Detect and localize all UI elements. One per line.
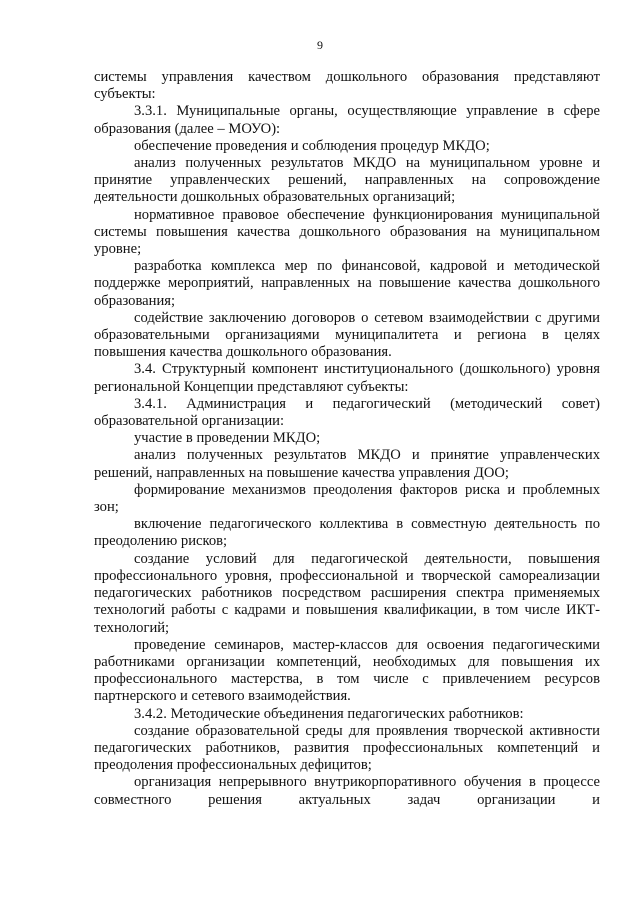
paragraph: формирование механизмов преодоления факторов риска и проблемных зон; <box>94 481 600 516</box>
paragraph: обеспечение проведения и соблюдения процедур МКДО; <box>134 137 490 154</box>
paragraph: 3.3.1. Муниципальные органы, осуществляющие управление в сфере образования (далее – МОУО): <box>94 103 600 137</box>
paragraph: 3.4.2. Методические объединения педагогических работников: <box>134 705 524 722</box>
paragraph: 3.4.1. Администрация и педагогический (методический совет) образовательной организации: <box>94 395 600 430</box>
paragraph: создание образовательной среды для проявления творческой активности педагогических работников, развития профессиональных компетенций и преодоления профессиональных дефицитов; <box>94 722 600 774</box>
paragraph: разработка комплекса мер по финансовой, кадровой и методической поддержке мероприятий, направленных на повышение качества дошкольного образования; <box>94 258 600 309</box>
paragraph: включение педагогического коллектива в совместную деятельность по преодолению рисков; <box>94 516 600 550</box>
paragraph: участие в проведении МКДО; <box>134 430 321 447</box>
document-body <box>94 69 600 809</box>
paragraph: организация непрерывного внутрикорпоративного обучения в процессе совместного решения актуальных задач организации и <box>94 774 600 808</box>
paragraph: 3.4. Структурный компонент институционального (дошкольного) уровня региональной Концепции представляют субъекты: <box>94 361 600 395</box>
paragraph: анализ полученных результатов МКДО и принятие управленческих решений, направленных на повышение качества управления ДОО; <box>94 447 600 481</box>
paragraph: системы управления качеством дошкольного образования представляют субъекты: <box>94 69 600 103</box>
paragraph: проведение семинаров, мастер-классов для освоения педагогическими работниками организации компетенций, необходимых для повышения их профессионального мастерства, в том числе с привлечением ресурсов партнерского и сетевого взаимодействия. <box>94 636 600 705</box>
paragraph: создание условий для педагогической деятельности, повышения профессионального уровня, профессиональной и творческой самореализации педагогических работников посредством расширения спектра применяемых технологий работы с кадрами и повышения квалификации, в том числе ИКТ-технологий; <box>94 550 600 636</box>
paragraph: нормативное правовое обеспечение функционирования муниципальной системы повышения качества дошкольного образования на муниципальном уровне; <box>94 206 600 258</box>
page-number: 9 <box>317 38 323 52</box>
paragraph: анализ полученных результатов МКДО на муниципальном уровне и принятие управленческих решений, направленных на сопровождение деятельности дошкольных образовательных организаций; <box>94 155 600 206</box>
paragraph: содействие заключению договоров о сетевом взаимодействии с другими образовательными организациями муниципалитета и региона в целях повышения качества дошкольного образования. <box>94 309 600 361</box>
